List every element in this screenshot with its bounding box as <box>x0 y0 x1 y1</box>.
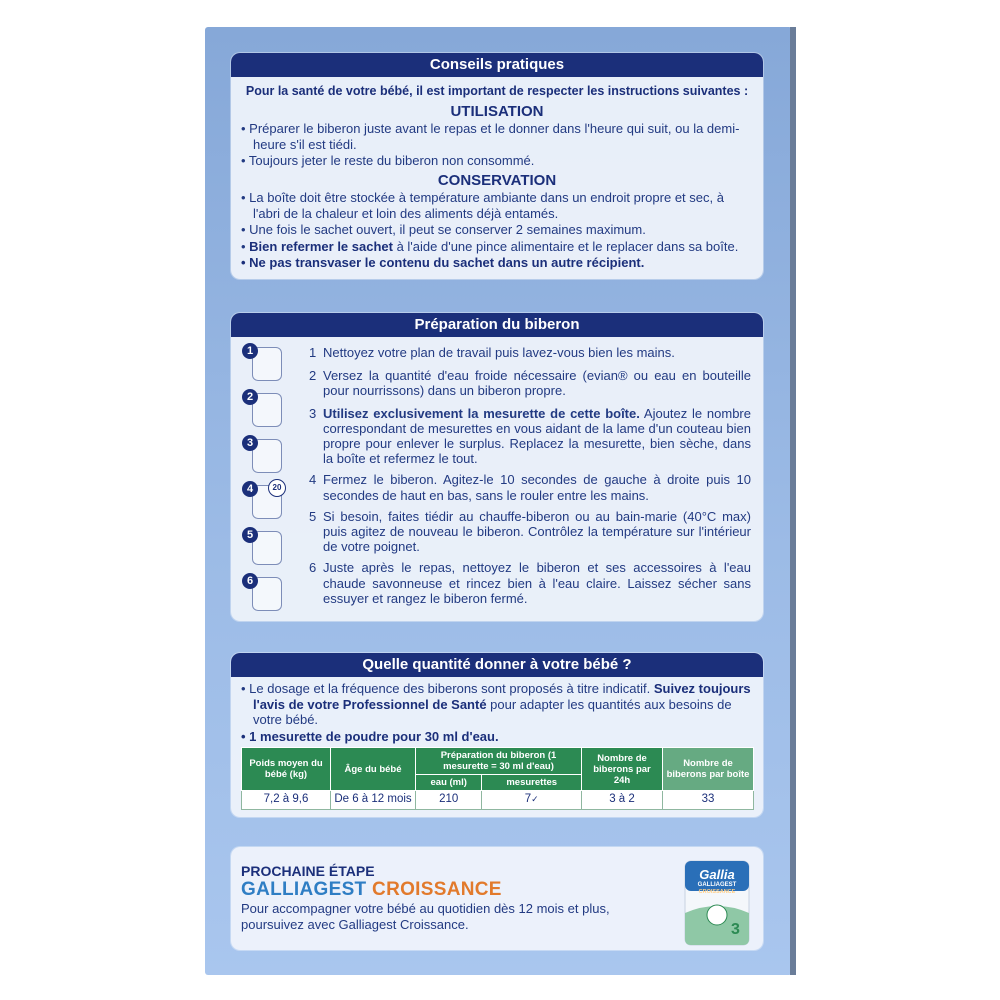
cell-age: De 6 à 12 mois <box>331 791 416 810</box>
step-5: 5 Si besoin, faites tiédir au chauffe-biberon ou au bain-marie (40°C max) puis agitez de nouveau le biberon. Contrôlez la température sur l'intérieur de votre poignet. <box>309 508 751 555</box>
step-3: 3 Utilisez exclusivement la mesurette de cette boîte. Ajoutez le nombre correspondant de mesurettes en vous aidant de la lame d'un couteau bien propre pour enlever le surplus. Replacez la mesurette, bien sèche, dans la boîte et refermez le tout. <box>309 405 751 467</box>
conservation-text: à l'aide d'une pince alimentaire et le replacer dans sa boîte. <box>392 238 739 254</box>
step-2-illustration <box>240 387 284 431</box>
conseils-title: Conseils pratiques <box>231 53 763 77</box>
step-text: Nettoyez votre plan de travail puis lavez-vous bien les mains. <box>323 345 675 360</box>
scoop-icon: ✓ <box>531 794 539 804</box>
product-image <box>677 855 757 949</box>
step-6: 6 Juste après le repas, nettoyez le biberon et ses accessoires à l'eau chaude savonneuse et rincez bien à l'eau claire. Laissez sécher sans essuyer et rangez le biberon fermé. <box>309 560 751 606</box>
step-text: Juste après le repas, nettoyez le biberon et ses accessoires à l'eau chaude savonneuse et rincez bien à l'eau claire. Laissez sécher sans essuyer et rangez le biberon fermé. <box>323 560 751 606</box>
steps <box>231 337 763 606</box>
utilisation-item: • Préparer le biberon juste avant le repas et le donner dans l'heure qui suit, ou la demi-heure s'il est tiédi. <box>241 121 740 152</box>
step-1-illustration <box>240 341 284 385</box>
step-number-badge: 5 <box>242 527 258 543</box>
prochaine-text: Pour accompagner votre bébé au quotidien dès 12 mois et plus, poursuivez avec Galliagest Croissance. <box>241 901 610 932</box>
header-poids: Poids moyen du bébé (kg) <box>242 748 331 791</box>
preparation-panel <box>231 313 763 621</box>
step-text: Si besoin, faites tiédir au chauffe-biberon ou au bain-marie (40°C max) puis agitez de nouveau le biberon. Contrôlez la température sur l'intérieur de votre poignet. <box>323 508 751 555</box>
cell-nb24: 3 à 2 <box>582 791 663 810</box>
conservation-item: • Une fois le sachet ouvert, il peut se conserver 2 semaines maximum. <box>241 222 646 237</box>
product-brand: Gallia <box>699 867 735 882</box>
header-nb24: Nombre de biberons par 24h <box>582 748 663 791</box>
step-number-badge: 6 <box>242 573 258 589</box>
step-4: 4 Fermez le biberon. Agitez-le 10 secondes de gauche à droite puis 10 secondes de haut en bas, sans le rouler entre les mains. <box>309 472 751 503</box>
step-number-badge: 3 <box>242 435 258 451</box>
conservation-bold: Ne pas transvaser le contenu du sachet dans un autre récipient. <box>249 255 645 270</box>
step-text: Versez la quantité d'eau froide nécessaire (evian® ou eau en bouteille pour nourrissons) dans un biberon propre. <box>323 368 751 399</box>
step-4-illustration <box>240 479 284 523</box>
package-edge <box>790 27 796 975</box>
step-3-illustration <box>240 433 284 477</box>
quantite-line-1: • Le dosage et la fréquence des biberons sont proposés à titre indicatif. Suivez toujours l'avis de votre Professionnel de Santé pour adapter les quantités aux besoins de votre bébé. <box>241 681 751 727</box>
prochaine-label: PROCHAINE ÉTAPE <box>241 863 375 879</box>
step-text: Ajoutez le nombre correspondant de mesurettes en vous aidant de la lame d'un couteau bien propre pour enlever le surplus. Replacez la mesurette, bien sèche, dans la boîte et refermez le tout. <box>323 405 751 467</box>
step-number-badge: 4 <box>242 481 258 497</box>
timer-icon <box>268 479 286 497</box>
quantite-panel <box>231 653 763 817</box>
header-prep: Préparation du biberon (1 mesurette = 30 ml d'eau) <box>416 748 582 775</box>
step-text: Fermez le biberon. Agitez-le 10 secondes de gauche à droite puis 10 secondes de haut en bas, sans le rouler entre les mains. <box>323 472 751 503</box>
conservation-bold: Bien refermer le sachet <box>249 238 393 254</box>
cell-nbboite: 33 <box>663 791 754 810</box>
step-bold: Utilisez exclusivement la mesurette de cette boîte. <box>323 405 640 421</box>
timer-value: 20 <box>272 483 282 492</box>
step-illustrations <box>240 341 292 617</box>
preparation-title: Préparation du biberon <box>231 313 763 337</box>
header-mesurettes: mesurettes <box>482 775 582 791</box>
step-number-badge: 1 <box>242 343 258 359</box>
utilisation-item: • Toujours jeter le reste du biberon non consommé. <box>241 153 535 168</box>
product-sub: CROISSANCE <box>698 889 736 895</box>
product-number: 3 <box>731 921 740 938</box>
quantite-title: Quelle quantité donner à votre bébé ? <box>231 653 763 677</box>
conservation-item: • La boîte doit être stockée à température ambiante dans un endroit propre et sec, à l'abri de la chaleur et loin des aliments déjà entamés. <box>241 190 724 221</box>
step-6-illustration <box>240 571 284 615</box>
quantite-line-2: • 1 mesurette de poudre pour 30 ml d'eau. <box>241 728 499 744</box>
cell-poids: 7,2 à 9,6 <box>242 791 331 810</box>
quantite-bold: Suivez toujours l'avis de votre Professionnel de Santé <box>253 681 751 712</box>
table-row <box>242 791 754 810</box>
header-eau: eau (ml) <box>416 775 482 791</box>
prochaine-panel <box>231 847 763 950</box>
utilisation-title: UTILISATION <box>450 102 544 120</box>
step-2: 2 Versez la quantité d'eau froide nécessaire (evian® ou eau en bouteille pour nourrissons) dans un biberon propre. <box>309 368 751 399</box>
cell-eau: 210 <box>416 791 482 810</box>
conservation-item: • Ne pas transvaser le contenu du sachet dans un autre récipient. <box>241 255 645 270</box>
quantite-table <box>241 747 754 810</box>
step-5-illustration <box>240 525 284 569</box>
product-name: GALLIAGEST CROISSANCE <box>241 879 502 900</box>
step-number-badge: 2 <box>242 389 258 405</box>
conservation-item: • Bien refermer le sachet à l'aide d'une pince alimentaire et le replacer dans sa boîte. <box>241 238 739 254</box>
header-nbboite: Nombre de biberons par boîte <box>663 748 754 791</box>
step-1: 1 Nettoyez votre plan de travail puis lavez-vous bien les mains. <box>309 345 751 360</box>
conseils-panel <box>231 53 763 279</box>
conservation-title: CONSERVATION <box>437 171 557 189</box>
conseils-intro: Pour la santé de votre bébé, il est important de respecter les instructions suivantes : <box>245 84 749 98</box>
cell-mesurettes: 7✓ <box>482 791 582 810</box>
header-age: Âge du bébé <box>331 748 416 791</box>
product-line: GALLIAGEST <box>697 882 737 888</box>
